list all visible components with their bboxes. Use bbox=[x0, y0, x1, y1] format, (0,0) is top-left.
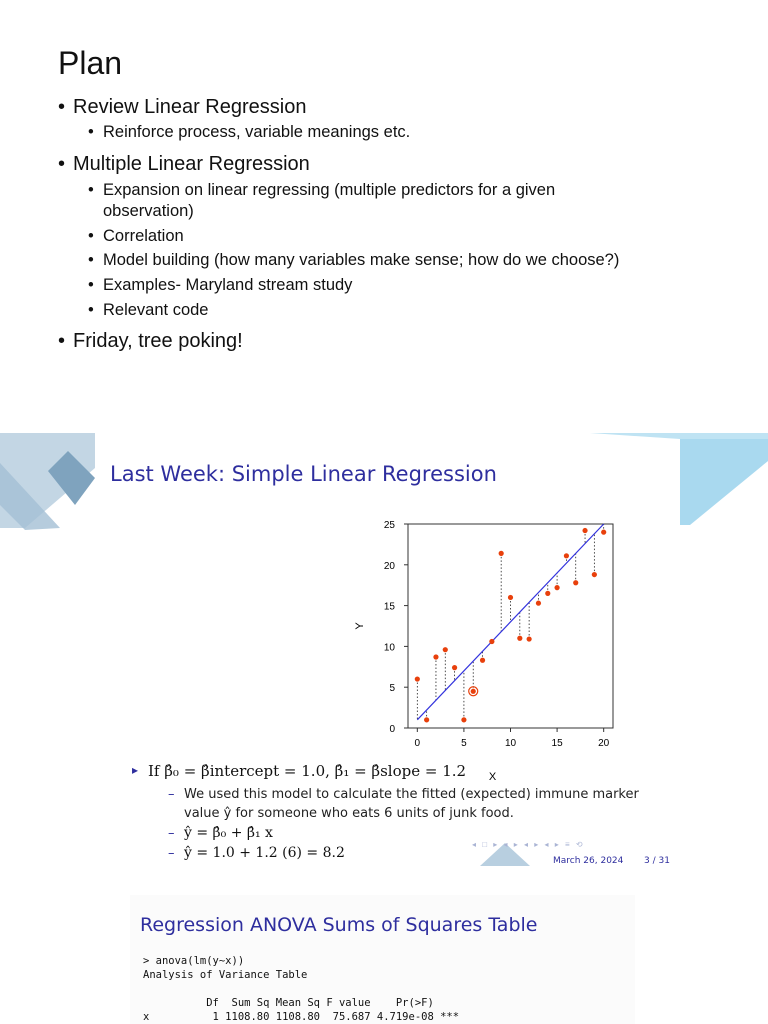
dash-marker: – bbox=[168, 826, 175, 841]
data-point bbox=[564, 553, 569, 558]
data-point bbox=[527, 636, 532, 641]
fitted-value-text-1: We used this model to calculate the fitted (expected) immune marker bbox=[184, 787, 639, 802]
data-point bbox=[573, 580, 578, 585]
data-point bbox=[508, 595, 513, 600]
data-point bbox=[582, 528, 587, 533]
dash-marker: – bbox=[168, 787, 175, 802]
data-point bbox=[471, 689, 476, 694]
data-point bbox=[443, 647, 448, 652]
slide-date: March 26, 2024 bbox=[553, 856, 624, 866]
x-axis-label: X bbox=[488, 771, 497, 783]
y-tick-label: 10 bbox=[383, 642, 395, 654]
regression-line bbox=[417, 524, 603, 720]
y-axis-label: Y bbox=[354, 622, 366, 630]
data-point bbox=[545, 591, 550, 596]
beamer-nav-symbols[interactable]: ◂ □ ▸ ◂ ▸ ◂ ▸ ◂ ▸ ≡ ⟲ bbox=[472, 840, 585, 849]
model-coefficients: If β̂₀ = β̂intercept = 1.0, β̂₁ = β̂slope = 1.2 bbox=[148, 762, 467, 780]
data-point bbox=[433, 654, 438, 659]
data-point bbox=[480, 658, 485, 663]
code-line: x 1 1108.80 1108.80 75.687 4.719e-08 *** bbox=[143, 1011, 460, 1023]
sub-bullet-relevant-code: • Relevant code bbox=[88, 301, 209, 319]
x-tick-label: 10 bbox=[504, 738, 517, 749]
sub-bullet-reinforce: • Reinforce process, variable meanings etc. bbox=[88, 123, 411, 141]
slide-title: Last Week: Simple Linear Regression bbox=[110, 462, 497, 486]
data-point bbox=[601, 530, 606, 535]
data-point bbox=[461, 717, 466, 722]
equation-yhat: ŷ = β̂₀ + β̂₁ x bbox=[184, 825, 273, 841]
y-tick-label: 0 bbox=[389, 724, 395, 735]
x-tick-label: 15 bbox=[551, 738, 563, 749]
equation-computed: ŷ = 1.0 + 1.2 (6) = 8.2 bbox=[184, 845, 345, 861]
data-point bbox=[424, 717, 429, 722]
y-tick-label: 5 bbox=[389, 683, 395, 695]
data-point bbox=[592, 572, 597, 577]
x-tick-label: 20 bbox=[598, 738, 610, 749]
data-point bbox=[536, 601, 541, 606]
y-tick-label: 15 bbox=[383, 601, 395, 613]
fitted-value-text-2: value ŷ for someone who eats 6 units of junk food. bbox=[184, 806, 514, 821]
y-tick-label: 20 bbox=[383, 560, 395, 572]
sub-bullet-correlation: • Correlation bbox=[88, 227, 184, 245]
sub-bullet-examples: • Examples- Maryland stream study bbox=[88, 276, 353, 294]
bullet-review-linear-regression: • Review Linear Regression bbox=[58, 96, 307, 118]
data-point bbox=[499, 551, 504, 556]
code-line: Df Sum Sq Mean Sq F value Pr(>F) bbox=[143, 997, 434, 1009]
bullet-multiple-linear-regression: • Multiple Linear Regression bbox=[58, 153, 310, 175]
data-point bbox=[452, 665, 457, 670]
data-point bbox=[554, 585, 559, 590]
scatter-plot bbox=[345, 515, 625, 790]
x-tick-label: 5 bbox=[461, 738, 467, 749]
code-line: Analysis of Variance Table bbox=[143, 969, 308, 981]
slide-title: Regression ANOVA Sums of Squares Table bbox=[140, 914, 538, 936]
data-point bbox=[489, 639, 494, 644]
page-title: Plan bbox=[58, 45, 123, 81]
sub-bullet-model-building: • Model building (how many variables make sense; how do we choose?) bbox=[88, 251, 620, 269]
bullet-friday-tree-poking: • Friday, tree poking! bbox=[58, 330, 243, 352]
data-point bbox=[517, 636, 522, 641]
code-line: > anova(lm(y~x)) bbox=[143, 955, 245, 967]
slide-page-number: 3 / 31 bbox=[644, 856, 670, 866]
sub-bullet-expansion: • Expansion on linear regressing (multiple predictors for a given observation) bbox=[88, 181, 556, 220]
bullet-arrow-icon: ▸ bbox=[132, 763, 139, 777]
x-tick-label: 0 bbox=[414, 738, 421, 749]
dash-marker: – bbox=[168, 846, 175, 861]
data-point bbox=[415, 676, 420, 681]
y-tick-label: 25 bbox=[383, 520, 395, 531]
